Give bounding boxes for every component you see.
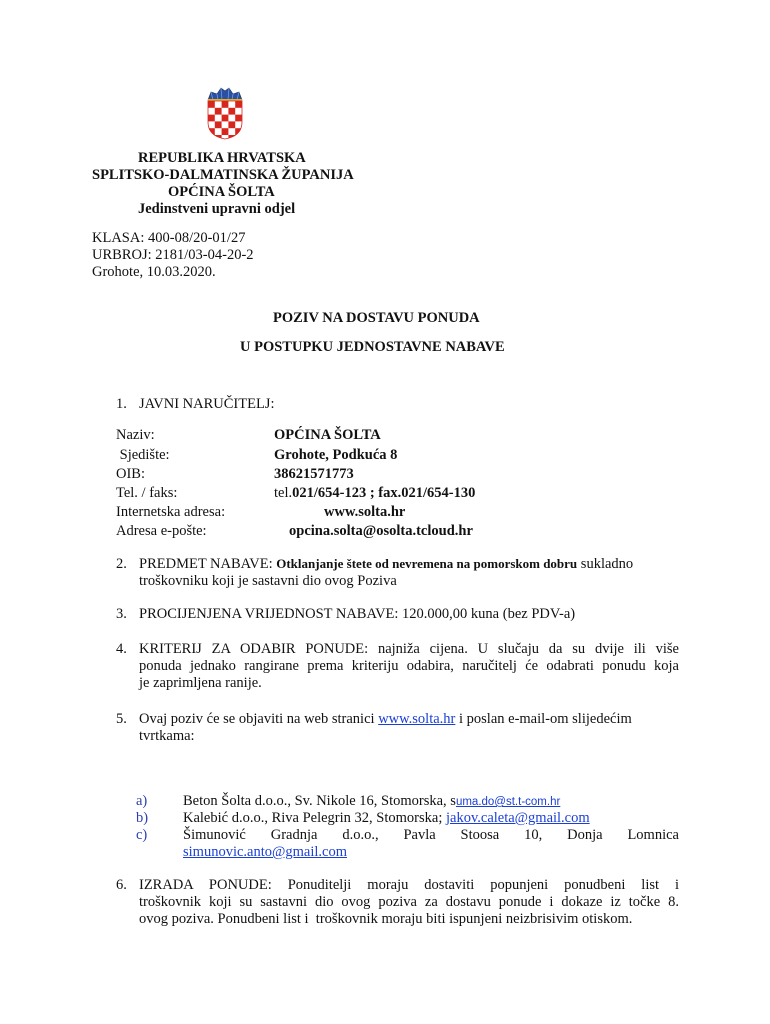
value-sjediste: Grohote, Podkuća 8 bbox=[274, 447, 398, 463]
section-4-line3: je zaprimljena ranije. bbox=[139, 675, 262, 691]
section-2-lead: PREDMET NABAVE: bbox=[139, 556, 277, 572]
section-3-text: PROCIJENJENA VRIJEDNOST NABAVE: 120.000,00 kuna (bez PDV-a) bbox=[139, 606, 576, 622]
section-1-heading: JAVNI NARUČITELJ: bbox=[139, 396, 275, 412]
section-6-line2: troškovnik koji su sastavni dio ovog poziva za dostavu ponude i dokaze iz točke 8. bbox=[139, 894, 679, 910]
doc-title: POZIV NA DOSTAVU PONUDA bbox=[273, 310, 480, 326]
label-email: Adresa e-pošte: bbox=[116, 523, 207, 539]
section-6-line1: IZRADA PONUDE: Ponuditelji moraju dostaviti popunjeni ponudbeni list i bbox=[139, 877, 679, 893]
section-2-subject: Otklanjanje štete od nevremena na pomorskom dobru bbox=[276, 556, 578, 571]
company-a-marker: a) bbox=[136, 793, 148, 809]
value-web: www.solta.hr bbox=[324, 504, 406, 520]
urbroj: URBROJ: 2181/03-04-20-2 bbox=[92, 247, 254, 263]
company-c-marker: c) bbox=[136, 827, 148, 843]
croatian-coat-of-arms-icon bbox=[205, 80, 245, 140]
company-a-email[interactable]: uma.do@st.t-com.hr bbox=[455, 796, 561, 808]
section-1-number: 1. bbox=[116, 396, 127, 412]
company-b-text: Kalebić d.o.o., Riva Pelegrin 32, Stomorska; bbox=[183, 810, 446, 826]
company-c-email[interactable]: simunovic.anto@gmail.com bbox=[183, 844, 347, 860]
section-2-number: 2. bbox=[116, 556, 127, 572]
header-municipality: OPĆINA ŠOLTA bbox=[168, 184, 275, 200]
company-c-text: Šimunović Gradnja d.o.o., Pavla Stoosa 10, Donja Lomnica bbox=[183, 827, 679, 843]
company-a bbox=[183, 793, 560, 810]
label-oib: OIB: bbox=[116, 466, 145, 482]
label-sjediste: Sjedište: bbox=[116, 447, 170, 463]
value-email: opcina.solta@osolta.tcloud.hr bbox=[289, 523, 473, 539]
value-tel bbox=[274, 485, 475, 502]
value-tel-numbers: 021/654-123 ; fax.021/654-130 bbox=[292, 485, 476, 501]
header-department: Jedinstveni upravni odjel bbox=[138, 201, 296, 217]
place-date: Grohote, 10.03.2020. bbox=[92, 264, 216, 280]
section-4-number: 4. bbox=[116, 641, 127, 657]
section-5-rest: i poslan e-mail-om slijedećim bbox=[455, 711, 632, 727]
label-naziv: Naziv: bbox=[116, 427, 155, 443]
value-tel-prefix: tel. bbox=[274, 485, 293, 501]
company-a-text: Beton Šolta d.o.o., Sv. Nikole 16, Stomorska, s bbox=[183, 793, 456, 809]
company-b-marker: b) bbox=[136, 810, 149, 826]
doc-subtitle: U POSTUPKU JEDNOSTAVNE NABAVE bbox=[240, 339, 505, 355]
section-2-line1 bbox=[139, 556, 633, 573]
header-county: SPLITSKO-DALMATINSKA ŽUPANIJA bbox=[92, 167, 354, 183]
section-5-line2: tvrtkama: bbox=[139, 728, 195, 744]
coat-crown bbox=[208, 88, 242, 101]
section-5-line1 bbox=[139, 711, 632, 728]
section-5-number: 5. bbox=[116, 711, 127, 727]
section-3-number: 3. bbox=[116, 606, 127, 622]
section-6-line3: ovog poziva. Ponudbeni list i troškovnik moraju biti ispunjeni neizbrisivim otiskom. bbox=[139, 911, 633, 927]
label-tel: Tel. / faks: bbox=[116, 485, 178, 501]
web-link[interactable]: www.solta.hr bbox=[378, 711, 456, 727]
section-2-rest: sukladno bbox=[577, 556, 634, 572]
header-republic: REPUBLIKA HRVATSKA bbox=[138, 150, 306, 166]
section-6-number: 6. bbox=[116, 877, 127, 893]
section-4-line2: ponuda jednako rangirane prema kriteriju odabira, naručitelj će odabrati ponudu koja bbox=[139, 658, 679, 674]
company-b bbox=[183, 810, 590, 827]
section-5-lead: Ovaj poziv će se objaviti na web stranici bbox=[139, 711, 379, 727]
company-b-email[interactable]: jakov.caleta@gmail.com bbox=[445, 810, 590, 826]
section-4-line1: KRITERIJ ZA ODABIR PONUDE: najniža cijena. U slučaju da su dvije ili više bbox=[139, 641, 679, 657]
klasa: KLASA: 400-08/20-01/27 bbox=[92, 230, 246, 246]
section-2-line2: troškovniku koji je sastavni dio ovog Poziva bbox=[139, 573, 397, 589]
value-naziv: OPĆINA ŠOLTA bbox=[274, 427, 381, 443]
value-oib: 38621571773 bbox=[274, 466, 354, 482]
label-web: Internetska adresa: bbox=[116, 504, 226, 520]
